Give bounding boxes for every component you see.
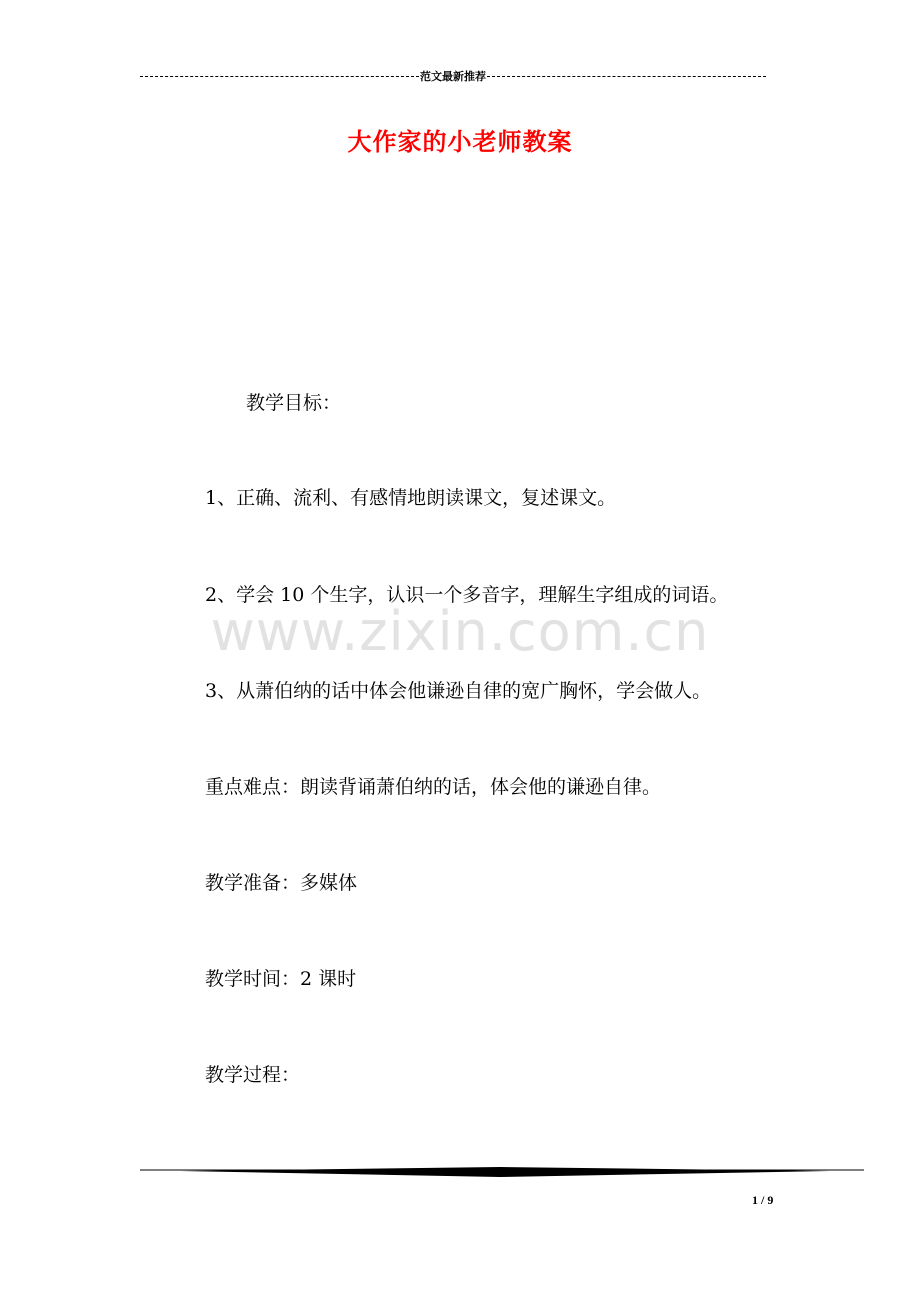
header-dash-right — [487, 76, 766, 77]
document-title: 大作家的小老师教案 — [347, 127, 573, 156]
header-dash-left — [140, 76, 419, 77]
page-header — [140, 66, 766, 86]
objectives-heading: 教学目标： — [246, 392, 342, 414]
header-label: 范文最新推荐 — [420, 70, 486, 83]
page-number: 1 / 9 — [752, 1193, 774, 1207]
objective-2: 2、学会 10 个生字，认识一个多音字，理解生字组成的词语。 — [205, 584, 729, 606]
objective-3: 3、从萧伯纳的话中体会他谦逊自律的宽广胸怀，学会做人。 — [205, 680, 712, 702]
process-heading: 教学过程： — [205, 1064, 301, 1086]
watermark: www.zixin.com.cn — [210, 600, 710, 663]
objective-1: 1、正确、流利、有感情地朗读课文，复述课文。 — [205, 487, 617, 509]
duration: 教学时间：2 课时 — [205, 968, 357, 990]
preparation: 教学准备：多媒体 — [205, 872, 358, 894]
footer-rule — [140, 1166, 864, 1180]
key-points: 重点难点：朗读背诵萧伯纳的话，体会他的谦逊自律。 — [205, 776, 662, 798]
